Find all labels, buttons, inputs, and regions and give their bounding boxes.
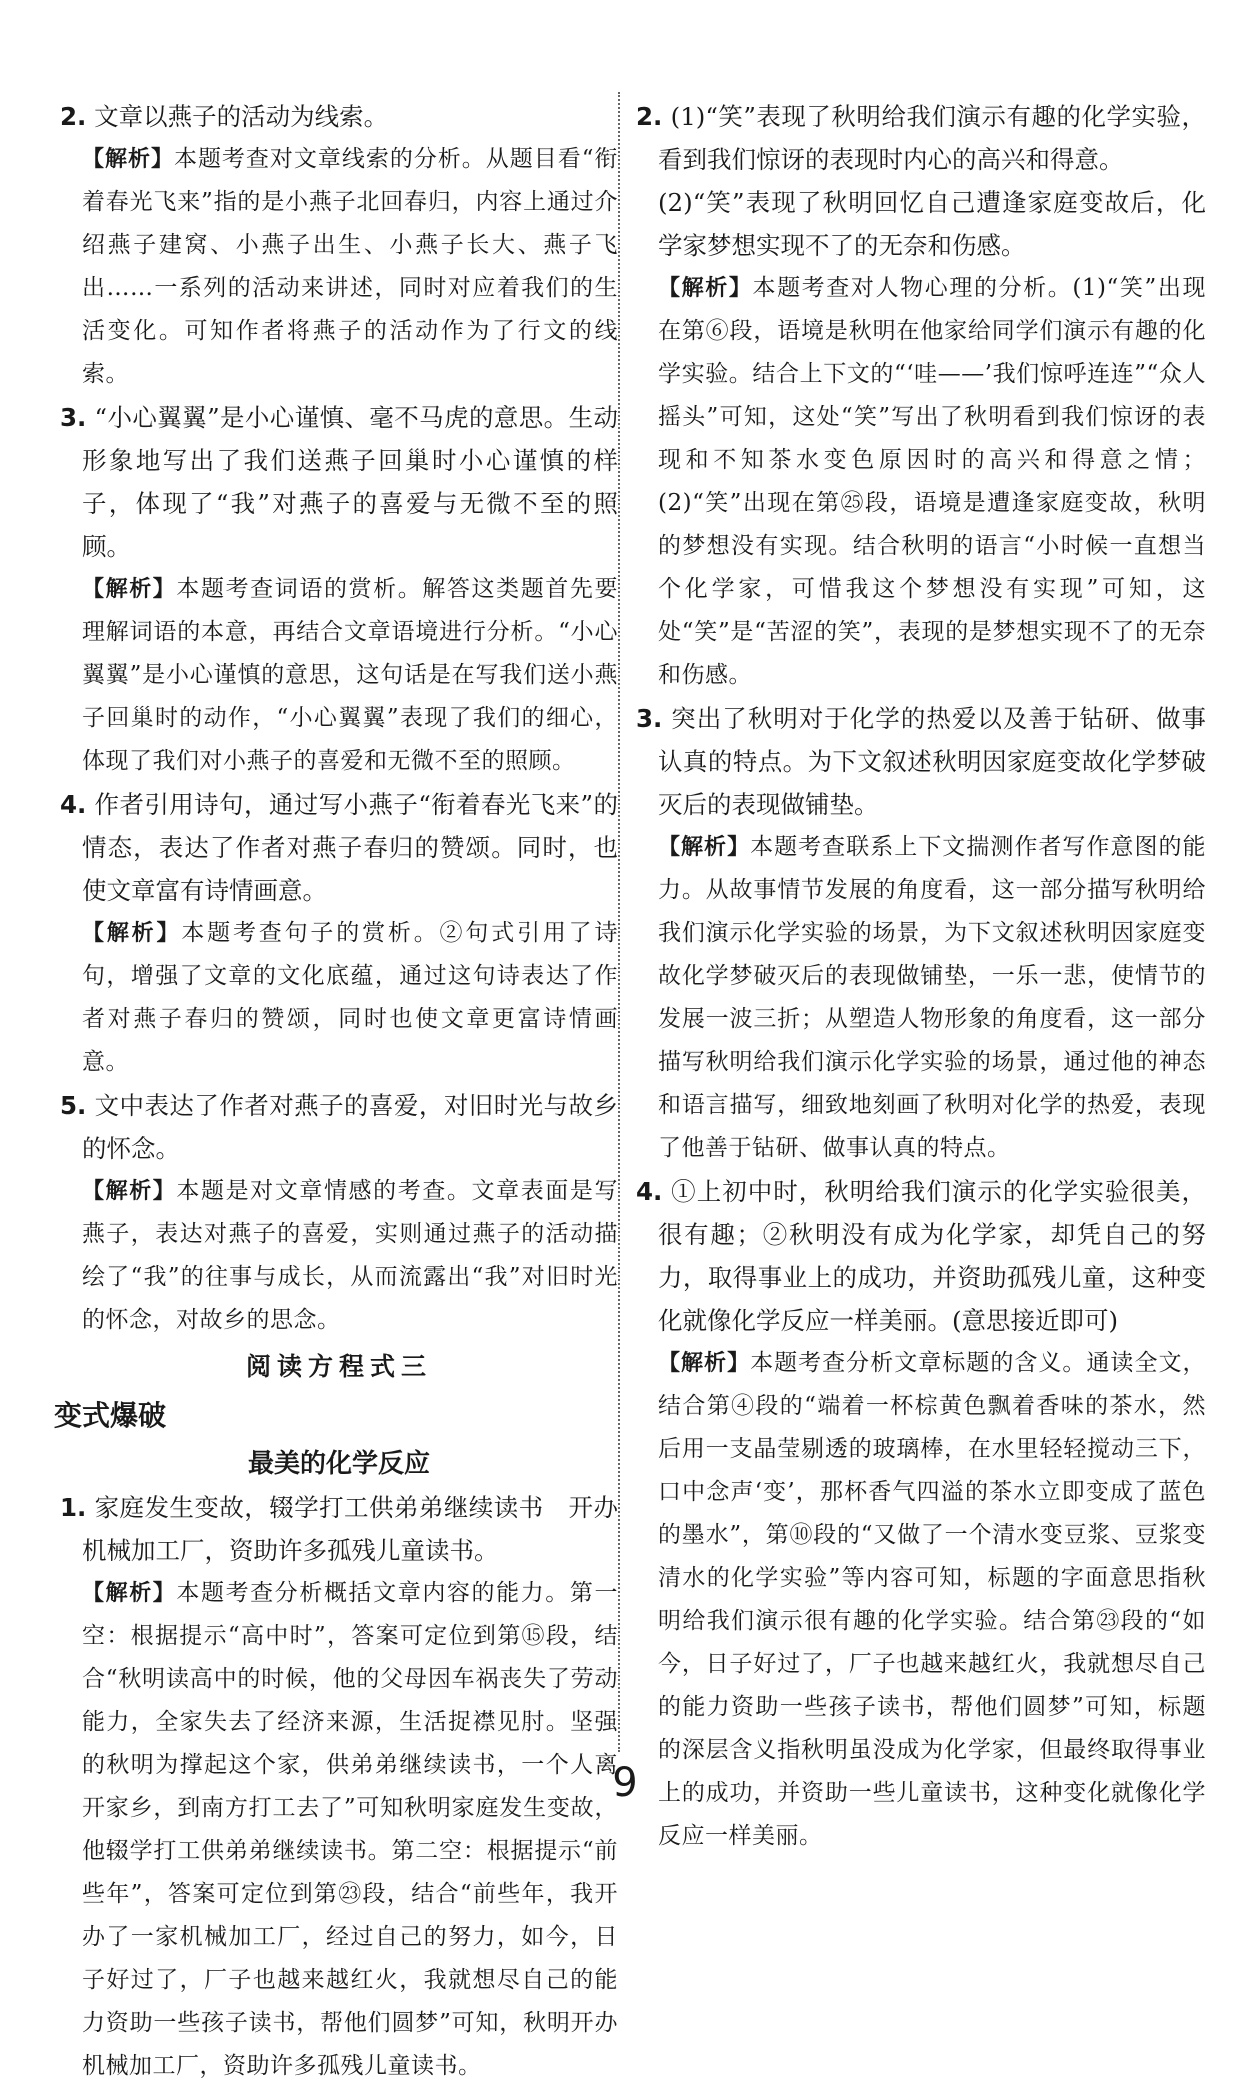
answer-subitem — [636, 181, 1206, 267]
column-divider — [618, 92, 620, 1752]
answer-item — [60, 396, 618, 568]
explanation — [60, 138, 618, 396]
explanation-tag: 【解析】 — [658, 276, 753, 301]
answer-number: 5. — [60, 1091, 87, 1120]
explanation-tag: 【解析】 — [82, 1581, 177, 1606]
explanation-text: 本题考查分析概括文章内容的能力。第一空：根据提示“高中时”，答案可定位到第⑮段，结合“秋明读高中的时候，他的父母因车祸丧失了劳动能力，全家失去了经济来源，生活捉襟见肘。坚强的秋明为撑起这个家，供弟弟继续读书，一个人离开家乡，到南方打工去了”可知秋明家庭发生变故，他辍学打工供弟弟继续读书。第二空：根据提示“前些年”，答案可定位到第㉓段，结合“前些年，我开办了一家机械加工厂，经过自己的努力，如今，日子好过了，厂子也越来越红火，我就想尽自己的能力资助一些孩子读书，帮他们圆梦”可知，秋明开办机械加工厂，资助许多孤残儿童读书。 — [82, 1580, 618, 2079]
story-title: 最美的化学反应 — [247, 1449, 430, 1479]
answer-text: (1)“笑”表现了秋明给我们演示有趣的化学实验，看到我们惊讶的表现时内心的高兴和得意。 — [658, 102, 1206, 174]
explanation-text: 本题考查对文章线索的分析。从题目看“衔着春光飞来”指的是小燕子北回春归，内容上通过介绍燕子建窝、小燕子出生、小燕子长大、燕子飞出……一系列的活动来讲述，同时对应着我们的生活变化。可知作者将燕子的活动作为了行文的线索。 — [82, 146, 618, 387]
explanation-tag: 【解析】 — [82, 921, 182, 946]
explanation — [636, 826, 1206, 1170]
answer-text: “小心翼翼”是小心谨慎、毫不马虎的意思。生动形象地写出了我们送燕子回巢时小心谨慎的样子，体现了“我”对燕子的喜爱与无微不至的照顾。 — [82, 403, 618, 561]
answer-number: 3. — [60, 403, 87, 432]
answer-text: (2)“笑”表现了秋明回忆自己遭逢家庭变故后，化学家梦想实现不了的无奈和伤感。 — [658, 188, 1206, 260]
answer-number: 4. — [60, 790, 87, 819]
answer-number: 1. — [60, 1493, 87, 1522]
answer-number: 2. — [636, 102, 663, 131]
answer-item — [60, 95, 618, 138]
right-column — [636, 95, 1206, 1858]
explanation-tag: 【解析】 — [82, 147, 174, 172]
answer-text: 作者引用诗句，通过写小燕子“衔着春光飞来”的情态，表达了作者对燕子春归的赞颂。同时，也使文章富有诗情画意。 — [82, 790, 618, 905]
explanation-text: 本题考查对人物心理的分析。(1)“笑”出现在第⑥段，语境是秋明在他家给同学们演示有趣的化学实验。结合上下文的“‘哇——’我们惊呼连连”“众人摇头”可知，这处“笑”写出了秋明看到我们惊讶的表现和不知茶水变色原因时的高兴和得意之情；(2)“笑”出现在第㉕段，语境是遭逢家庭变故，秋明的梦想没有实现。结合秋明的语言“小时候一直想当个化学家，可惜我这个梦想没有实现”可知，这处“笑”是“苦涩的笑”，表现的是梦想实现不了的无奈和伤感。 — [658, 275, 1206, 688]
explanation-tag: 【解析】 — [82, 1179, 177, 1204]
page-number: 9 — [612, 1760, 638, 1806]
explanation-tag: 【解析】 — [658, 835, 751, 860]
answer-item — [60, 1486, 618, 1572]
section-heading: 变式爆破 — [54, 1399, 167, 1432]
answer-text: ①上初中时，秋明给我们演示的化学实验很美，很有趣；②秋明没有成为化学家，却凭自己的努力，取得事业上的成功，并资助孤残儿童，这种变化就像化学反应一样美丽。(意思接近即可) — [658, 1177, 1206, 1335]
explanation-text: 本题是对文章情感的考查。文章表面是写燕子，表达对燕子的喜爱，实则通过燕子的活动描绘了“我”的往事与成长，从而流露出“我”对旧时光的怀念，对故乡的思念。 — [82, 1178, 618, 1333]
explanation — [60, 1170, 618, 1342]
explanation-tag: 【解析】 — [658, 1351, 751, 1376]
answer-text: 突出了秋明对于化学的热爱以及善于钻研、做事认真的特点。为下文叙述秋明因家庭变故化学梦破灭后的表现做铺垫。 — [658, 704, 1206, 819]
explanation-text: 本题考查联系上下文揣测作者写作意图的能力。从故事情节发展的角度看，这一部分描写秋明给我们演示化学实验的场景，为下文叙述秋明因家庭变故化学梦破灭后的表现做铺垫，一乐一悲，使情节的发展一波三折；从塑造人物形象的角度看，这一部分描写秋明给我们演示化学实验的场景，通过他的神态和语言描写，细致地刻画了秋明对化学的热爱，表现了他善于钻研、做事认真的特点。 — [658, 834, 1206, 1161]
explanation — [636, 267, 1206, 697]
explanation-text: 本题考查句子的赏析。②句式引用了诗句，增强了文章的文化底蕴，通过这句诗表达了作者对燕子春归的赞颂，同时也使文章更富诗情画意。 — [82, 920, 618, 1075]
explanation-tag: 【解析】 — [82, 577, 177, 602]
explanation — [60, 568, 618, 783]
explanation-text: 本题考查分析文章标题的含义。通读全文，结合第④段的“端着一杯棕黄色飘着香味的茶水，然后用一支晶莹剔透的玻璃棒，在水里轻轻搅动三下，口中念声‘变’，那杯香气四溢的茶水立即变成了蓝色的墨水”，第⑩段的“又做了一个清水变豆浆、豆浆变清水的化学实验”等内容可知，标题的字面意思指秋明给我们演示很有趣的化学实验。结合第㉓段的“如今，日子好过了，厂子也越来越红火，我就想尽自己的能力资助一些孩子读书，帮他们圆梦”可知，标题的深层含义指秋明虽没成为化学家，但最终取得事业上的成功，并资助一些儿童读书，这种变化就像化学反应一样美丽。 — [658, 1350, 1206, 1849]
section-title: 阅读方程式三 — [245, 1352, 432, 1381]
explanation — [60, 1572, 618, 2088]
answer-number: 3. — [636, 704, 663, 733]
answer-item — [636, 697, 1206, 826]
answer-text: 家庭发生变故，辍学打工供弟弟继续读书 开办机械加工厂，资助许多孤残儿童读书。 — [82, 1493, 618, 1565]
answer-text: 文章以燕子的活动为线索。 — [94, 102, 389, 131]
answer-number: 4. — [636, 1177, 663, 1206]
answer-text: 文中表达了作者对燕子的喜爱，对旧时光与故乡的怀念。 — [82, 1091, 618, 1163]
answer-number: 2. — [60, 102, 87, 131]
answer-item — [60, 1084, 618, 1170]
explanation-text: 本题考查词语的赏析。解答这类题首先要理解词语的本意，再结合文章语境进行分析。“小心翼翼”是小心谨慎的意思，这句话是在写我们送小燕子回巢时的动作，“小心翼翼”表现了我们的细心，体现了我们对小燕子的喜爱和无微不至的照顾。 — [82, 576, 618, 774]
answer-item — [636, 95, 1206, 181]
explanation — [60, 912, 618, 1084]
answer-item — [636, 1170, 1206, 1342]
answer-item — [60, 783, 618, 912]
